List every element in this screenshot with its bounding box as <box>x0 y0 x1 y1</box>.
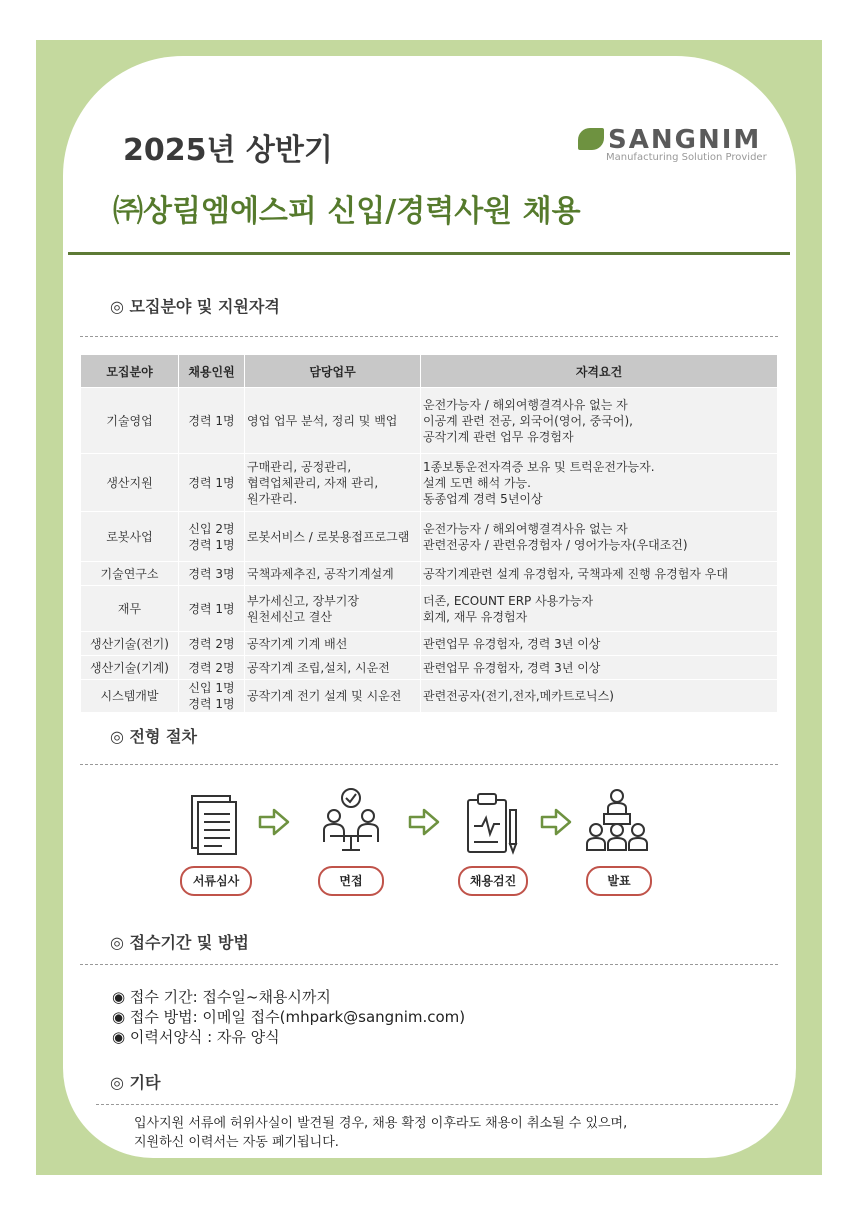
requirement-cell-line: 관련업무 유경험자, 경력 3년 이상 <box>423 636 601 651</box>
requirement-cell-line: 회계, 재무 유경험자 <box>423 609 528 624</box>
section-divider <box>96 1104 778 1105</box>
duty-cell-line: 영업 업무 분석, 정리 및 백업 <box>247 413 398 428</box>
duty-cell-line: 공작기계 전기 설계 및 시운전 <box>247 689 402 703</box>
count-cell-line: 경력 1명 <box>188 413 235 428</box>
requirement-cell-line: 1종보통운전자격증 보유 및 트럭운전가능자. <box>423 459 655 474</box>
requirement-cell-line: 공작기계관련 설계 유경험자, 국책과제 진행 유경험자 우대 <box>423 566 728 581</box>
requirement-cell-line: 설계 도면 해석 가능. <box>423 475 531 490</box>
count-cell <box>179 656 245 680</box>
count-cell <box>179 562 245 586</box>
resume-format: ◉ 이력서양식 : 자유 양식 <box>112 1028 280 1046</box>
apply-method: ◉ 접수 방법: 이메일 접수(mhpark@sangnim.com) <box>112 1008 466 1026</box>
section-divider <box>80 764 778 765</box>
year-title: 2025년 상반기 <box>123 133 333 168</box>
field-cell: 생산지원 <box>81 454 179 512</box>
requirement-cell-line: 관련전공자(전기,전자,메카트로닉스) <box>423 689 614 703</box>
field-cell: 기술영업 <box>81 388 179 454</box>
header-divider <box>68 252 790 255</box>
announcement-icon <box>580 786 654 856</box>
duty-cell <box>245 388 421 454</box>
duty-cell <box>245 632 421 656</box>
requirement-cell-line: 더존, ECOUNT ERP 사용가능자 <box>423 593 594 608</box>
table-row <box>81 656 778 680</box>
etc-line: 입사지원 서류에 허위사실이 발견될 경우, 채용 확정 이후라도 채용이 취소될 수 있으며, <box>134 1116 628 1131</box>
requirement-cell-line: 운전가능자 / 해외여행결격사유 없는 자 <box>423 521 628 536</box>
main-title: ㈜상림엠에스피 신입/경력사원 채용 <box>113 194 581 229</box>
section-title-etc: ◎ 기타 <box>110 1073 161 1092</box>
requirement-cell <box>421 680 778 713</box>
duty-cell <box>245 562 421 586</box>
section-divider <box>80 336 778 337</box>
medical-checkup-icon <box>458 790 532 860</box>
duty-cell <box>245 512 421 562</box>
requirement-cell-line: 공작기계 관련 업무 유경험자 <box>423 429 574 444</box>
duty-cell-line: 국책과제추진, 공작기계설계 <box>247 566 394 581</box>
duty-cell <box>245 586 421 632</box>
duty-cell-line: 원천세신고 결산 <box>247 609 332 624</box>
count-cell-line: 경력 1명 <box>188 697 235 711</box>
table-row <box>81 680 778 713</box>
count-cell-line: 경력 2명 <box>188 660 235 675</box>
section-title-recruit: ◎ 모집분야 및 지원자격 <box>110 297 280 316</box>
arrow-right-icon <box>258 808 290 836</box>
table-header-cell: 담당업무 <box>245 355 421 388</box>
company-logo <box>578 125 767 166</box>
table-row <box>81 388 778 454</box>
duty-cell-line: 협력업체관리, 자재 관리, <box>247 475 379 490</box>
count-cell-line: 경력 1명 <box>188 475 235 490</box>
field-cell: 기술연구소 <box>81 562 179 586</box>
logo-tagline: Manufacturing Solution Provider <box>606 152 767 163</box>
etc-notice <box>134 1114 627 1152</box>
count-cell <box>179 680 245 713</box>
field-cell: 생산기술(기계) <box>81 656 179 680</box>
count-cell-line: 신입 1명 <box>188 681 235 695</box>
count-cell-line: 경력 3명 <box>188 566 235 581</box>
field-cell: 재무 <box>81 586 179 632</box>
table-header-cell: 자격요건 <box>421 355 778 388</box>
count-cell <box>179 632 245 656</box>
table-header-cell: 채용인원 <box>179 355 245 388</box>
process-step-interview: 면접 <box>318 866 384 896</box>
recruit-table <box>80 354 778 713</box>
section-title-apply: ◎ 접수기간 및 방법 <box>110 933 249 952</box>
table-row <box>81 454 778 512</box>
requirement-cell <box>421 454 778 512</box>
requirement-cell <box>421 632 778 656</box>
etc-line: 지원하신 이력서는 자동 폐기됩니다. <box>134 1135 339 1150</box>
apply-period: ◉ 접수 기간: 접수일~채용시까지 <box>112 988 331 1006</box>
duty-cell-line: 공작기계 조립,설치, 시운전 <box>247 660 390 675</box>
duty-cell-line: 원가관리. <box>247 491 298 506</box>
duty-cell-line: 부가세신고, 장부기장 <box>247 593 359 608</box>
document-icon <box>178 790 252 860</box>
process-step-announcement: 발표 <box>586 866 652 896</box>
count-cell-line: 경력 1명 <box>188 601 235 616</box>
duty-cell-line: 공작기계 기계 배선 <box>247 636 348 651</box>
section-title-process: ◎ 전형 절차 <box>110 727 197 746</box>
table-row <box>81 512 778 562</box>
count-cell <box>179 586 245 632</box>
section-divider <box>80 964 778 965</box>
requirement-cell-line: 동종업계 경력 5년이상 <box>423 491 543 506</box>
requirement-cell <box>421 562 778 586</box>
table-header-row <box>81 355 778 388</box>
interview-icon <box>314 786 388 856</box>
table-row <box>81 632 778 656</box>
count-cell-line: 경력 1명 <box>188 537 235 552</box>
arrow-right-icon <box>540 808 572 836</box>
requirement-cell-line: 이공계 관련 전공, 외국어(영어, 중국어), <box>423 413 633 428</box>
field-cell: 로봇사업 <box>81 512 179 562</box>
duty-cell <box>245 656 421 680</box>
apply-list <box>112 987 465 1047</box>
duty-cell <box>245 454 421 512</box>
count-cell-line: 신입 2명 <box>188 521 235 536</box>
duty-cell <box>245 680 421 713</box>
logo-wordmark: SANGNIM <box>608 125 762 155</box>
table-row <box>81 586 778 632</box>
requirement-cell-line: 운전가능자 / 해외여행결격사유 없는 자 <box>423 397 628 412</box>
count-cell <box>179 512 245 562</box>
count-cell <box>179 388 245 454</box>
table-header-cell: 모집분야 <box>81 355 179 388</box>
duty-cell-line: 구매관리, 공정관리, <box>247 459 352 474</box>
requirement-cell-line: 관련업무 유경험자, 경력 3년 이상 <box>423 660 601 675</box>
requirement-cell <box>421 586 778 632</box>
arrow-right-icon <box>408 808 440 836</box>
requirement-cell-line: 관련전공자 / 관련유경험자 / 영어가능자(우대조건) <box>423 537 688 552</box>
duty-cell-line: 로봇서비스 / 로봇용접프로그램 <box>247 529 410 544</box>
count-cell-line: 경력 2명 <box>188 636 235 651</box>
process-step-medical-checkup: 채용검진 <box>458 866 528 896</box>
field-cell: 생산기술(전기) <box>81 632 179 656</box>
requirement-cell <box>421 656 778 680</box>
requirement-cell <box>421 512 778 562</box>
requirement-cell <box>421 388 778 454</box>
table-row <box>81 562 778 586</box>
count-cell <box>179 454 245 512</box>
logo-mark-icon <box>578 128 604 150</box>
process-step-document-review: 서류심사 <box>180 866 252 896</box>
field-cell: 시스템개발 <box>81 680 179 713</box>
